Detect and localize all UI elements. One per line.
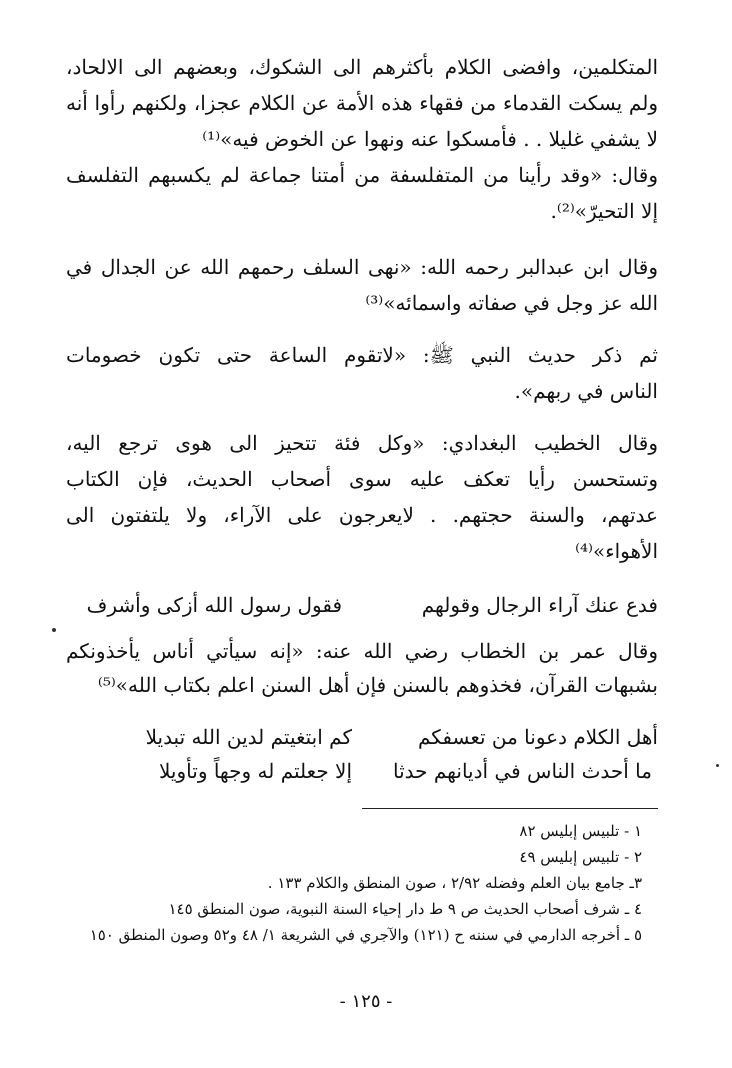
body-line: لا يشفي غليلا . . فأمسكوا عنه ونهوا عن الخوض فيه»⁽¹⁾: [202, 127, 658, 151]
body-line: إلا التحيرّ»⁽²⁾.: [550, 199, 658, 223]
footnote: ١ - تلبيس إبليس ٨٢: [519, 822, 642, 840]
verse-second-hemistich: فقول رسول الله أزكى وأشرف: [86, 593, 342, 617]
footnote: ٣ـ جامع بيان العلم وفضله ٢/٩٢ ، صون المنطق والكلام ١٣٣ .: [267, 874, 642, 892]
footnote-separator: [362, 808, 658, 809]
body-line: بشبهات القرآن، فخذوهم بالسنن فإن أهل السنن اعلم بكتاب الله»⁽⁵⁾: [97, 673, 658, 697]
scan-speck: [716, 764, 719, 767]
page-number: - ١٢٥ -: [339, 991, 393, 1012]
body-line: وتستحسن رأيا تعكف عليه سوى أصحاب الحديث، فإن الكتاب: [66, 467, 658, 491]
verse-first-hemistich: ما أحدث الناس في أديانهم حدثا: [392, 759, 652, 783]
footnote: ٥ ـ أخرجه الدارمي في سننه ح (١٢١) والآجري في الشريعة ١/ ٤٨ و٥٢ وصون المنطق ١٥٠: [89, 926, 642, 944]
verse-second-hemistich: إلا جعلتم له وجهاً وتأويلا: [159, 759, 352, 783]
body-line: عدتهم، والسنة حجتهم. . لايعرجون على الآراء، ولا يلتفتون الى: [66, 503, 658, 527]
body-line: وقال ابن عبدالبر رحمه الله: «نهى السلف رحمهم الله عن الجدال في: [66, 255, 658, 279]
scan-speck: [52, 628, 56, 632]
body-line: الأهواء»⁽⁴⁾: [575, 539, 658, 563]
body-line: وقال الخطيب البغدادي: «وكل فئة تتحيز الى هوى ترجع اليه،: [66, 431, 658, 455]
footnote: ٤ ـ شرف أصحاب الحديث ص ٩ ط دار إحياء السنة النبوية، صون المنطق ١٤٥: [168, 900, 642, 918]
footnote: ٢ - تلبيس إبليس ٤٩: [519, 848, 642, 866]
body-line: وقال عمر بن الخطاب رضي الله عنه: «إنه سيأتي أناس يأخذونكم: [66, 639, 658, 663]
verse-first-hemistich: أهل الكلام دعونا من تعسفكم: [418, 725, 658, 749]
verse-second-hemistich: كم ابتغيتم لدين الله تبديلا: [145, 725, 352, 749]
body-line: ولم يسكت القدماء من فقهاء هذه الأمة عن الكلام عجزا، ولكنهم رأوا أنه: [66, 91, 658, 115]
body-line: الله عز وجل في صفاته واسمائه»⁽³⁾: [365, 291, 658, 315]
body-line: المتكلمين، وافضى الكلام بأكثرهم الى الشكوك، وبعضهم الى الالحاد،: [66, 55, 658, 79]
body-line: وقال: «وقد رأينا من المتفلسفة من أمتنا جماعة لم يكسبهم التفلسف: [66, 163, 658, 187]
body-line: الناس في ربهم».: [514, 379, 658, 403]
body-line: ثم ذكر حديث النبي ﷺ: «لاتقوم الساعة حتى تكون خصومات: [66, 343, 658, 367]
verse-first-hemistich: فدع عنك آراء الرجال وقولهم: [421, 593, 658, 617]
